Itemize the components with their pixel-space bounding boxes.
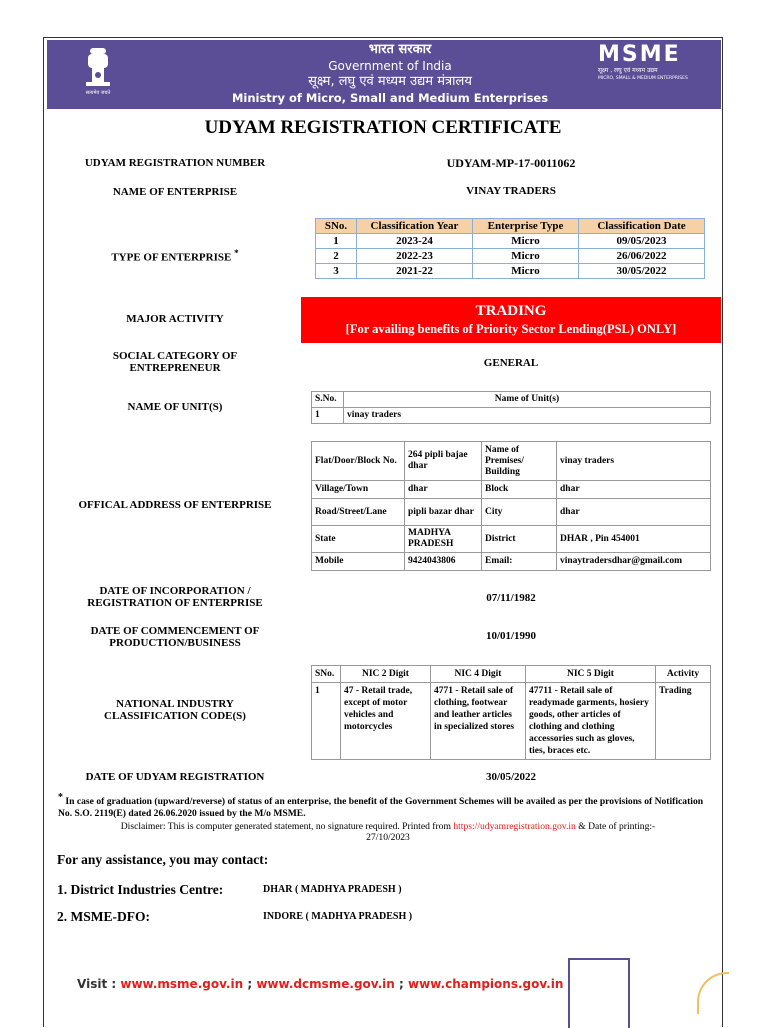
champions-site-link[interactable]: www.champions.gov.in <box>408 977 564 991</box>
table-cell: Flat/Door/Block No. <box>312 442 405 481</box>
government-heading <box>200 42 580 106</box>
table-header-row <box>312 392 711 408</box>
table-cell: 09/05/2023 <box>579 234 705 249</box>
type-of-enterprise-label: TYPE OF ENTERPRISE * <box>111 248 239 264</box>
social-category-label: SOCIAL CATEGORY OF ENTREPRENEUR <box>112 350 238 374</box>
incorporation-label: DATE OF INCORPORATION / REGISTRATION OF ENTERPRISE <box>87 585 263 609</box>
table-cell: 9424043806 <box>405 553 482 571</box>
units-label: NAME OF UNIT(S) <box>127 401 223 413</box>
table-header: Name of Unit(s) <box>344 392 711 408</box>
disclaimer: Disclaimer: This is computer generated statement, no signature required. Printed from https://udyamregistration.gov.in & Date of printing:- 27/10/2023 <box>120 821 656 843</box>
table-cell: Email: <box>482 553 557 571</box>
table-cell: 2021-22 <box>357 264 473 279</box>
table-cell: MADHYA PRADESH <box>405 526 482 553</box>
nic-label: NATIONAL INDUSTRY CLASSIFICATION CODE(S) <box>104 698 246 722</box>
incorporation-value: 07/11/1982 <box>486 592 536 604</box>
table-row <box>312 481 711 499</box>
dfo-value: INDORE ( MADHYA PRADESH ) <box>263 911 413 922</box>
table-cell: Block <box>482 481 557 499</box>
major-activity-note: [For availing benefits of Priority Sector Lending(PSL) ONLY] <box>345 322 677 336</box>
table-cell: Micro <box>473 249 579 264</box>
udyam-date-label: DATE OF UDYAM REGISTRATION <box>85 771 265 783</box>
msme-logo-word: MSME <box>598 42 681 67</box>
dcmsme-site-link[interactable]: www.dcmsme.gov.in <box>256 977 395 991</box>
table-cell: vinay traders <box>344 408 711 424</box>
table-cell: 30/05/2022 <box>579 264 705 279</box>
table-cell: vinay traders <box>557 442 711 481</box>
table-cell: 1 <box>312 683 341 760</box>
major-activity-value: TRADING <box>475 303 547 319</box>
commencement-value: 10/01/1990 <box>485 630 537 642</box>
table-row <box>312 553 711 571</box>
table-cell: 2023-24 <box>357 234 473 249</box>
table-cell: DHAR , Pin 454001 <box>557 526 711 553</box>
address-label: OFFICAL ADDRESS OF ENTERPRISE <box>78 499 272 511</box>
classification-table <box>315 218 705 279</box>
table-row <box>312 499 711 526</box>
footnote: * In case of graduation (upward/reverse) of status of an enterprise, the benefit of the Government Schemes will be availed as per the provisions of Notification No. S.O. 2119(E) dated 26.06.2020 issued by the M/o MSME. <box>58 792 704 820</box>
table-cell: 47711 - Retail sale of readymade garments, hosiery goods, other articles of clothing and clothing accessories such as gloves, ties, braces etc. <box>526 683 656 760</box>
table-cell: 2022-23 <box>357 249 473 264</box>
svg-text:सत्यमेव जयते: सत्यमेव जयते <box>85 90 111 96</box>
table-header: S.No. <box>312 392 344 408</box>
certificate-title: UDYAM REGISTRATION CERTIFICATE <box>204 117 562 138</box>
table-cell: 4771 - Retail sale of clothing, footwear and leather articles in specialized stores <box>431 683 526 760</box>
table-cell: Name of Premises/ Building <box>482 442 557 481</box>
dic-label: 1. District Industries Centre: <box>57 882 224 897</box>
table-cell: dhar <box>557 481 711 499</box>
msme-logo-hindi: सूक्ष्म , लघु एवं मध्यम उद्यम <box>598 67 658 74</box>
table-cell: Micro <box>473 264 579 279</box>
table-header-row <box>312 666 711 683</box>
social-category-value: GENERAL <box>483 357 539 369</box>
table-cell: 47 - Retail trade, except of motor vehicles and motorcycles <box>341 683 431 760</box>
table-row <box>316 249 705 264</box>
table-header: Classification Year <box>357 219 473 234</box>
table-cell: 2 <box>316 249 357 264</box>
enterprise-name-label: NAME OF ENTERPRISE <box>112 186 238 198</box>
reg-number-value: UDYAM-MP-17-0011062 <box>446 156 576 170</box>
table-cell: 1 <box>312 408 344 424</box>
table-header: SNo. <box>316 219 357 234</box>
table-cell: 26/06/2022 <box>579 249 705 264</box>
table-header: NIC 4 Digit <box>431 666 526 683</box>
udyam-registration-link[interactable]: https://udyamregistration.gov.in <box>453 821 576 832</box>
table-header: NIC 2 Digit <box>341 666 431 683</box>
table-header: Activity <box>656 666 711 683</box>
table-cell: Road/Street/Lane <box>312 499 405 526</box>
table-row <box>312 408 711 424</box>
table-row <box>312 442 711 481</box>
table-header: Classification Date <box>579 219 705 234</box>
table-row <box>312 526 711 553</box>
table-cell: Village/Town <box>312 481 405 499</box>
table-cell: District <box>482 526 557 553</box>
gov-india-text: Government of India <box>328 59 452 73</box>
table-cell: pipli bazar dhar <box>405 499 482 526</box>
table-cell: State <box>312 526 405 553</box>
dfo-label: 2. MSME-DFO: <box>57 909 150 924</box>
reg-number-label: UDYAM REGISTRATION NUMBER <box>84 157 266 169</box>
table-cell: Trading <box>656 683 711 760</box>
table-cell: vinaytradersdhar@gmail.com <box>557 553 711 571</box>
table-cell: Micro <box>473 234 579 249</box>
table-row <box>312 683 711 760</box>
table-cell: 3 <box>316 264 357 279</box>
table-cell: Mobile <box>312 553 405 571</box>
commencement-label: DATE OF COMMENCEMENT OF PRODUCTION/BUSINESS <box>90 625 260 649</box>
national-emblem-icon <box>80 44 116 98</box>
udyam-date-value: 30/05/2022 <box>485 771 537 783</box>
enterprise-name-value: VINAY TRADERS <box>466 185 556 197</box>
nic-table <box>311 665 711 760</box>
ministry-text: Ministry of Micro, Small and Medium Enterprises <box>231 91 549 105</box>
units-table <box>311 391 711 424</box>
major-activity-box <box>301 297 721 343</box>
msme-logo <box>598 44 688 82</box>
address-table <box>311 441 711 571</box>
table-cell: 1 <box>316 234 357 249</box>
hindi-ministry-text: सूक्ष्म, लघु एवं मध्यम उद्यम मंत्रालय <box>308 74 472 89</box>
msme-logo-subtitle: MICRO, SMALL & MEDIUM ENTERPRISES <box>598 76 688 81</box>
table-row <box>316 264 705 279</box>
msme-site-link[interactable]: www.msme.gov.in <box>120 977 244 991</box>
hindi-gov-text: भारत सरकार <box>368 42 432 57</box>
major-activity-label: MAJOR ACTIVITY <box>126 313 224 325</box>
table-cell: dhar <box>557 499 711 526</box>
table-header-row <box>316 219 705 234</box>
table-header: SNo. <box>312 666 341 683</box>
table-row <box>316 234 705 249</box>
table-header: Enterprise Type <box>473 219 579 234</box>
table-cell: 264 pipli bajae dhar <box>405 442 482 481</box>
contact-heading: For any assistance, you may contact: <box>57 852 269 867</box>
table-header: NIC 5 Digit <box>526 666 656 683</box>
footer-visit: Visit : www.msme.gov.in ; www.dcmsme.gov.in ; www.champions.gov.in <box>77 977 564 991</box>
table-cell: City <box>482 499 557 526</box>
footer-decoration <box>568 958 630 1028</box>
table-cell: dhar <box>405 481 482 499</box>
dic-value: DHAR ( MADHYA PRADESH ) <box>263 884 402 895</box>
